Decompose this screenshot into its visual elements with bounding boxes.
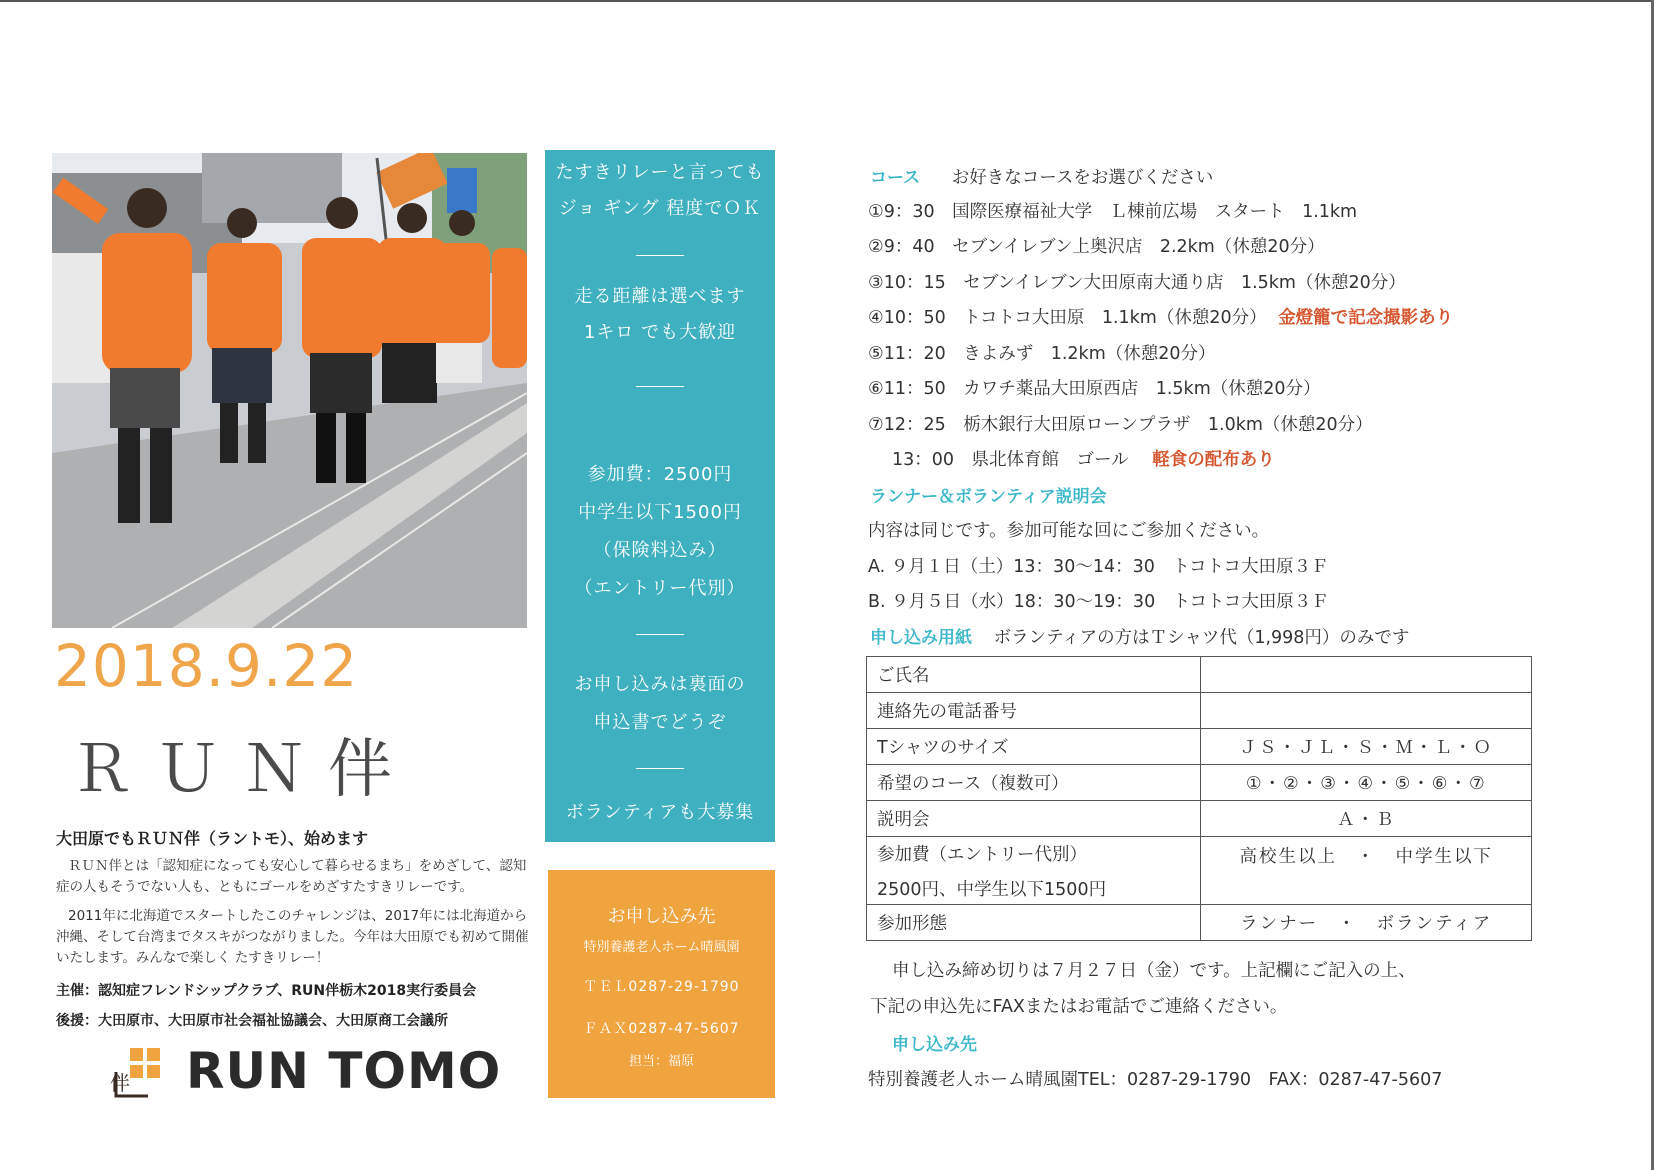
table-row [867,693,1532,729]
form-header [870,623,1409,649]
info-line: 走る距離は選べます [574,286,746,307]
course-heading: コース [870,168,921,188]
svg-text:伴: 伴 [110,1071,130,1095]
fee-line: （保険料込み） [593,540,727,561]
form-label: ご氏名 [867,657,1201,693]
table-row [867,657,1532,693]
fee-label-detail: 2500円、中学生以下1500円 [877,879,1107,900]
shirt-size-options[interactable]: ＪＳ・ＪＬ・Ｓ・Ｍ・Ｌ・Ｏ [1201,729,1532,765]
form-note: ボランティアの方はＴシャツ代（1,998円）のみです [993,628,1410,648]
briefing-intro: 内容は同じです。参加可能な回にご参加ください。 [868,521,1270,541]
contact-tel: ＴＥＬ0287-29-1790 [583,979,740,995]
divider [636,255,684,256]
name-field[interactable] [1201,657,1532,693]
form-label: 参加形態 [867,905,1201,941]
form-heading: 申し込み用紙 [870,628,972,648]
divider [636,386,684,387]
phone-field[interactable] [1201,693,1532,729]
course-item [868,198,1357,223]
course-text: ②9：40 セブンイレブン上奥沢店 2.2km（休憩20分） [868,237,1325,257]
info-line: たすきリレーと言っても [555,162,765,183]
course-item [868,269,1406,294]
course-item [868,340,1216,365]
organizer-line: 主催：認知症フレンドシップクラブ、RUN伴栃木2018実行委員会 [56,983,477,999]
briefing-options[interactable]: Ａ・Ｂ [1201,801,1532,837]
info-line: 申込書でどうぞ [593,712,727,733]
scan-top-edge [0,0,1654,2]
intro-paragraph: ＲＵＮ伴とは「認知症になっても安心して暮らせるまち」をめざして、認知症の人もそうでない人も、ともにゴールをめざすたすきリレーです。 [56,858,527,895]
fee-line: 参加費：2500円 [587,464,733,485]
divider [636,768,684,769]
table-row [867,765,1532,801]
divider [636,634,684,635]
course-text: ①9：30 国際医療福祉大学 Ｌ棟前広場 スタート 1.1km [868,202,1358,222]
briefing-heading: ランナー＆ボランティア説明会 [870,487,1107,507]
course-item [868,411,1373,436]
deadline-line: 下記の申込先にFAXまたはお電話でご連絡ください。 [870,997,1288,1017]
course-text: ④10：50 トコトコ大田原 1.1km（休憩20分） [868,308,1267,328]
course-text: ⑤11：20 きよみず 1.2km（休憩20分） [868,344,1216,364]
info-line: ジョ ギング 程度でＯＫ [558,198,762,219]
table-row [867,801,1532,837]
info-panel [545,150,775,842]
course-item [868,375,1321,400]
logo-mark-icon [108,1042,178,1100]
form-label: 希望のコース（複数可） [867,765,1201,801]
table-row [867,905,1532,941]
form-label: 連絡先の電話番号 [867,693,1201,729]
briefing-session-b: B. ９月５日（水）18：30～19：30 トコトコ大田原３Ｆ [868,592,1329,612]
course-text: ⑥11：50 カワチ薬品大田原西店 1.5km（休憩20分） [868,379,1321,399]
contact-fax: ＦＡＸ0287-47-5607 [583,1021,740,1037]
application-form-table [866,656,1532,941]
course-item [868,233,1325,258]
info-line: 1キロ でも大歓迎 [583,322,737,343]
course-options[interactable]: ①・②・③・④・⑤・⑥・⑦ [1201,765,1532,801]
participation-options[interactable]: ランナー ・ ボランティア [1201,905,1532,941]
form-label: Tシャツのサイズ [867,729,1201,765]
info-line: お申し込みは裏面の [574,674,746,695]
course-intro: お好きなコースをお選びください [951,168,1214,188]
runners-photo [52,153,527,628]
history-paragraph: 2011年に北海道でスタートしたこのチャレンジは、2017年には北海道から沖縄、そして台湾までタスキがつながりました。今年は大田原でも初めて開催いたします。みんなで楽しく たすきリレー！ [56,908,529,966]
table-row [867,837,1532,905]
deadline-line: 申し込み締め切りは７月２７日（金）です。上記欄にご記入の上、 [892,961,1416,981]
contact-person: 担当：福原 [628,1054,694,1069]
lead-heading: 大田原でもＲＵＮ伴（ラントモ）、始めます [56,829,369,848]
course-text: 13：00 県北体育館 ゴール [892,450,1129,470]
apply-heading: 申し込み先 [892,1035,977,1055]
briefing-session-a: A. ９月１日（土）13：30～14：30 トコトコ大田原３Ｆ [868,557,1329,577]
course-note: 軽食の配布あり [1152,450,1275,470]
form-label [867,837,1201,905]
contact-box [548,870,775,1098]
contact-title: お申し込み先 [607,906,716,927]
fee-options[interactable]: 高校生以上 ・ 中学生以下 [1201,837,1532,905]
course-text: ⑦12：25 栃木銀行大田原ローンプラザ 1.0km（休憩20分） [868,415,1373,435]
contact-org: 特別養護老人ホーム晴風園 [583,940,740,955]
fee-line: （エントリー代別） [574,578,746,599]
table-row [867,729,1532,765]
run-tomo-logo [108,1040,501,1102]
info-line: ボランティアも大募集 [565,802,755,823]
fee-line: 中学生以下1500円 [578,502,742,523]
course-item [892,446,1275,471]
event-date: 2018.9.22 [54,632,359,700]
logo-text: RUN TOMO [186,1042,502,1100]
form-label: 説明会 [867,801,1201,837]
course-note: 金燈籠で記念撮影あり [1278,308,1454,328]
course-header [870,163,1213,189]
apply-line: 特別養護老人ホーム晴風園TEL：0287-29-1790 FAX：0287-47-5607 [868,1070,1443,1090]
event-title: ＲＵＮ伴 [70,733,414,807]
course-item [868,304,1453,329]
supporters-line: 後援：大田原市、大田原市社会福祉協議会、大田原商工会議所 [56,1013,448,1029]
course-text: ③10：15 セブンイレブン大田原南大通り店 1.5km（休憩20分） [868,273,1406,293]
fee-label: 参加費（エントリー代別） [877,844,1087,865]
